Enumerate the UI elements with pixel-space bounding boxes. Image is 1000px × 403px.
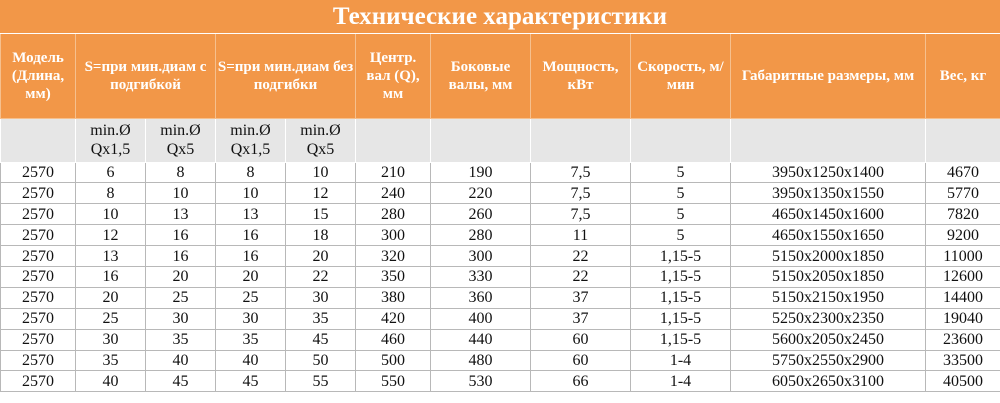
table-cell: 2570 — [1, 329, 76, 350]
table-cell: 60 — [531, 350, 631, 371]
header-power: Мощность, кВт — [531, 34, 631, 118]
table-cell: 5600x2050x2450 — [731, 329, 926, 350]
table-cell: 260 — [431, 204, 531, 225]
table-cell: 16 — [76, 266, 146, 287]
table-cell: 9200 — [926, 225, 1000, 246]
table-cell: 6 — [76, 162, 146, 183]
header-model: Модель (Длина, мм) — [1, 34, 76, 118]
table-cell: 4670 — [926, 162, 1000, 183]
table-row — [1, 371, 1000, 392]
table-cell: 420 — [356, 308, 431, 329]
table-cell: 37 — [531, 287, 631, 308]
table-cell: 2570 — [1, 287, 76, 308]
table-cell: 460 — [356, 329, 431, 350]
table-cell: 22 — [531, 246, 631, 267]
header-dimensions: Габаритные размеры, мм — [731, 34, 926, 118]
table-cell: 45 — [216, 371, 286, 392]
table-cell: 530 — [431, 371, 531, 392]
table-title: Технические характеристики — [0, 0, 1000, 34]
subheader-cell: min.Ø Qx5 — [286, 118, 356, 162]
table-row — [1, 287, 1000, 308]
table-cell: 12 — [76, 225, 146, 246]
table-cell: 5150x2000x1850 — [731, 246, 926, 267]
header-s-with-bend: S=при мин.диам с подгибкой — [76, 34, 216, 118]
table-cell: 23600 — [926, 329, 1000, 350]
table-row — [1, 350, 1000, 371]
table-cell: 280 — [356, 204, 431, 225]
table-cell: 20 — [146, 266, 216, 287]
table-cell: 2570 — [1, 225, 76, 246]
table-cell: 50 — [286, 350, 356, 371]
table-cell: 3950x1350x1550 — [731, 183, 926, 204]
table-row — [1, 266, 1000, 287]
table-cell: 5250x2300x2350 — [731, 308, 926, 329]
table-cell: 2570 — [1, 183, 76, 204]
table-cell: 16 — [146, 225, 216, 246]
table-cell: 1,15-5 — [631, 329, 731, 350]
subheader-cell: min.Ø Qx1,5 — [76, 118, 146, 162]
table-cell: 500 — [356, 350, 431, 371]
table-cell: 2570 — [1, 246, 76, 267]
table-cell: 7,5 — [531, 162, 631, 183]
table-cell: 22 — [531, 266, 631, 287]
table-cell: 10 — [76, 204, 146, 225]
table-cell: 35 — [216, 329, 286, 350]
subheader-empty — [731, 118, 926, 162]
table-cell: 330 — [431, 266, 531, 287]
table-cell: 440 — [431, 329, 531, 350]
table-cell: 550 — [356, 371, 431, 392]
subheader-cell: min.Ø Qx1,5 — [216, 118, 286, 162]
table-cell: 3950x1250x1400 — [731, 162, 926, 183]
table-cell: 30 — [146, 308, 216, 329]
table-cell: 5 — [631, 225, 731, 246]
table-row — [1, 162, 1000, 183]
table-row — [1, 308, 1000, 329]
table-cell: 55 — [286, 371, 356, 392]
subheader-empty — [431, 118, 531, 162]
table-cell: 18 — [286, 225, 356, 246]
table-cell: 35 — [146, 329, 216, 350]
table-cell: 480 — [431, 350, 531, 371]
table-cell: 7820 — [926, 204, 1000, 225]
table-cell: 320 — [356, 246, 431, 267]
table-cell: 10 — [216, 183, 286, 204]
table-cell: 40500 — [926, 371, 1000, 392]
table-cell: 4650x1550x1650 — [731, 225, 926, 246]
table-cell: 60 — [531, 329, 631, 350]
table-cell: 2570 — [1, 162, 76, 183]
table-cell: 210 — [356, 162, 431, 183]
subheader-empty — [531, 118, 631, 162]
table-cell: 400 — [431, 308, 531, 329]
table-cell: 2570 — [1, 350, 76, 371]
table-row — [1, 329, 1000, 350]
table-cell: 13 — [76, 246, 146, 267]
table-cell: 360 — [431, 287, 531, 308]
subheader-empty — [356, 118, 431, 162]
table-cell: 5750x2550x2900 — [731, 350, 926, 371]
table-cell: 190 — [431, 162, 531, 183]
table-cell: 6050x2650x3100 — [731, 371, 926, 392]
header-s-without-bend: S=при мин.диам без подгибки — [216, 34, 356, 118]
table-cell: 11000 — [926, 246, 1000, 267]
table-cell: 22 — [286, 266, 356, 287]
table-cell: 2570 — [1, 266, 76, 287]
table-cell: 350 — [356, 266, 431, 287]
table-cell: 5 — [631, 183, 731, 204]
table-cell: 25 — [146, 287, 216, 308]
table-cell: 1-4 — [631, 371, 731, 392]
table-cell: 300 — [356, 225, 431, 246]
table-cell: 45 — [286, 329, 356, 350]
table-cell: 40 — [216, 350, 286, 371]
header-weight: Вес, кг — [926, 34, 1000, 118]
table-cell: 5770 — [926, 183, 1000, 204]
table-cell: 33500 — [926, 350, 1000, 371]
table-cell: 2570 — [1, 204, 76, 225]
table-cell: 25 — [216, 287, 286, 308]
table-cell: 280 — [431, 225, 531, 246]
table-cell: 5150x2050x1850 — [731, 266, 926, 287]
table-cell: 40 — [76, 371, 146, 392]
table-cell: 1,15-5 — [631, 246, 731, 267]
header-center-shaft: Центр. вал (Q), мм — [356, 34, 431, 118]
subheader-empty — [1, 118, 76, 162]
table-cell: 5150x2150x1950 — [731, 287, 926, 308]
table-cell: 10 — [146, 183, 216, 204]
table-cell: 220 — [431, 183, 531, 204]
table-cell: 300 — [431, 246, 531, 267]
table-cell: 7,5 — [531, 204, 631, 225]
table-cell: 16 — [216, 225, 286, 246]
table-cell: 30 — [76, 329, 146, 350]
table-cell: 4650x1450x1600 — [731, 204, 926, 225]
subheader-cell: min.Ø Qx5 — [146, 118, 216, 162]
table-cell: 35 — [286, 308, 356, 329]
table-cell: 1,15-5 — [631, 266, 731, 287]
header-speed: Скорость, м/мин — [631, 34, 731, 118]
specs-table — [0, 34, 1000, 392]
table-cell: 19040 — [926, 308, 1000, 329]
table-cell: 8 — [146, 162, 216, 183]
header-side-shafts: Боковые валы, мм — [431, 34, 531, 118]
table-cell: 8 — [76, 183, 146, 204]
table-cell: 15 — [286, 204, 356, 225]
table-cell: 30 — [216, 308, 286, 329]
table-cell: 1,15-5 — [631, 287, 731, 308]
table-cell: 20 — [76, 287, 146, 308]
table-cell: 12 — [286, 183, 356, 204]
table-cell: 1-4 — [631, 350, 731, 371]
table-row — [1, 246, 1000, 267]
table-cell: 30 — [286, 287, 356, 308]
table-body — [1, 162, 1000, 392]
table-row — [1, 204, 1000, 225]
table-cell: 2570 — [1, 371, 76, 392]
table-cell: 66 — [531, 371, 631, 392]
table-cell: 12600 — [926, 266, 1000, 287]
table-cell: 5 — [631, 162, 731, 183]
table-cell: 2570 — [1, 308, 76, 329]
table-cell: 16 — [146, 246, 216, 267]
table-cell: 20 — [216, 266, 286, 287]
table-cell: 37 — [531, 308, 631, 329]
subheader-empty — [926, 118, 1000, 162]
table-cell: 45 — [146, 371, 216, 392]
table-cell: 20 — [286, 246, 356, 267]
table-row — [1, 225, 1000, 246]
table-cell: 7,5 — [531, 183, 631, 204]
table-cell: 14400 — [926, 287, 1000, 308]
table-row — [1, 183, 1000, 204]
table-cell: 10 — [286, 162, 356, 183]
table-cell: 40 — [146, 350, 216, 371]
table-cell: 13 — [216, 204, 286, 225]
table-cell: 16 — [216, 246, 286, 267]
table-cell: 240 — [356, 183, 431, 204]
table-cell: 25 — [76, 308, 146, 329]
table-cell: 35 — [76, 350, 146, 371]
table-cell: 13 — [146, 204, 216, 225]
table-cell: 11 — [531, 225, 631, 246]
table-cell: 5 — [631, 204, 731, 225]
table-cell: 380 — [356, 287, 431, 308]
subheader-empty — [631, 118, 731, 162]
table-cell: 8 — [216, 162, 286, 183]
table-cell: 1,15-5 — [631, 308, 731, 329]
